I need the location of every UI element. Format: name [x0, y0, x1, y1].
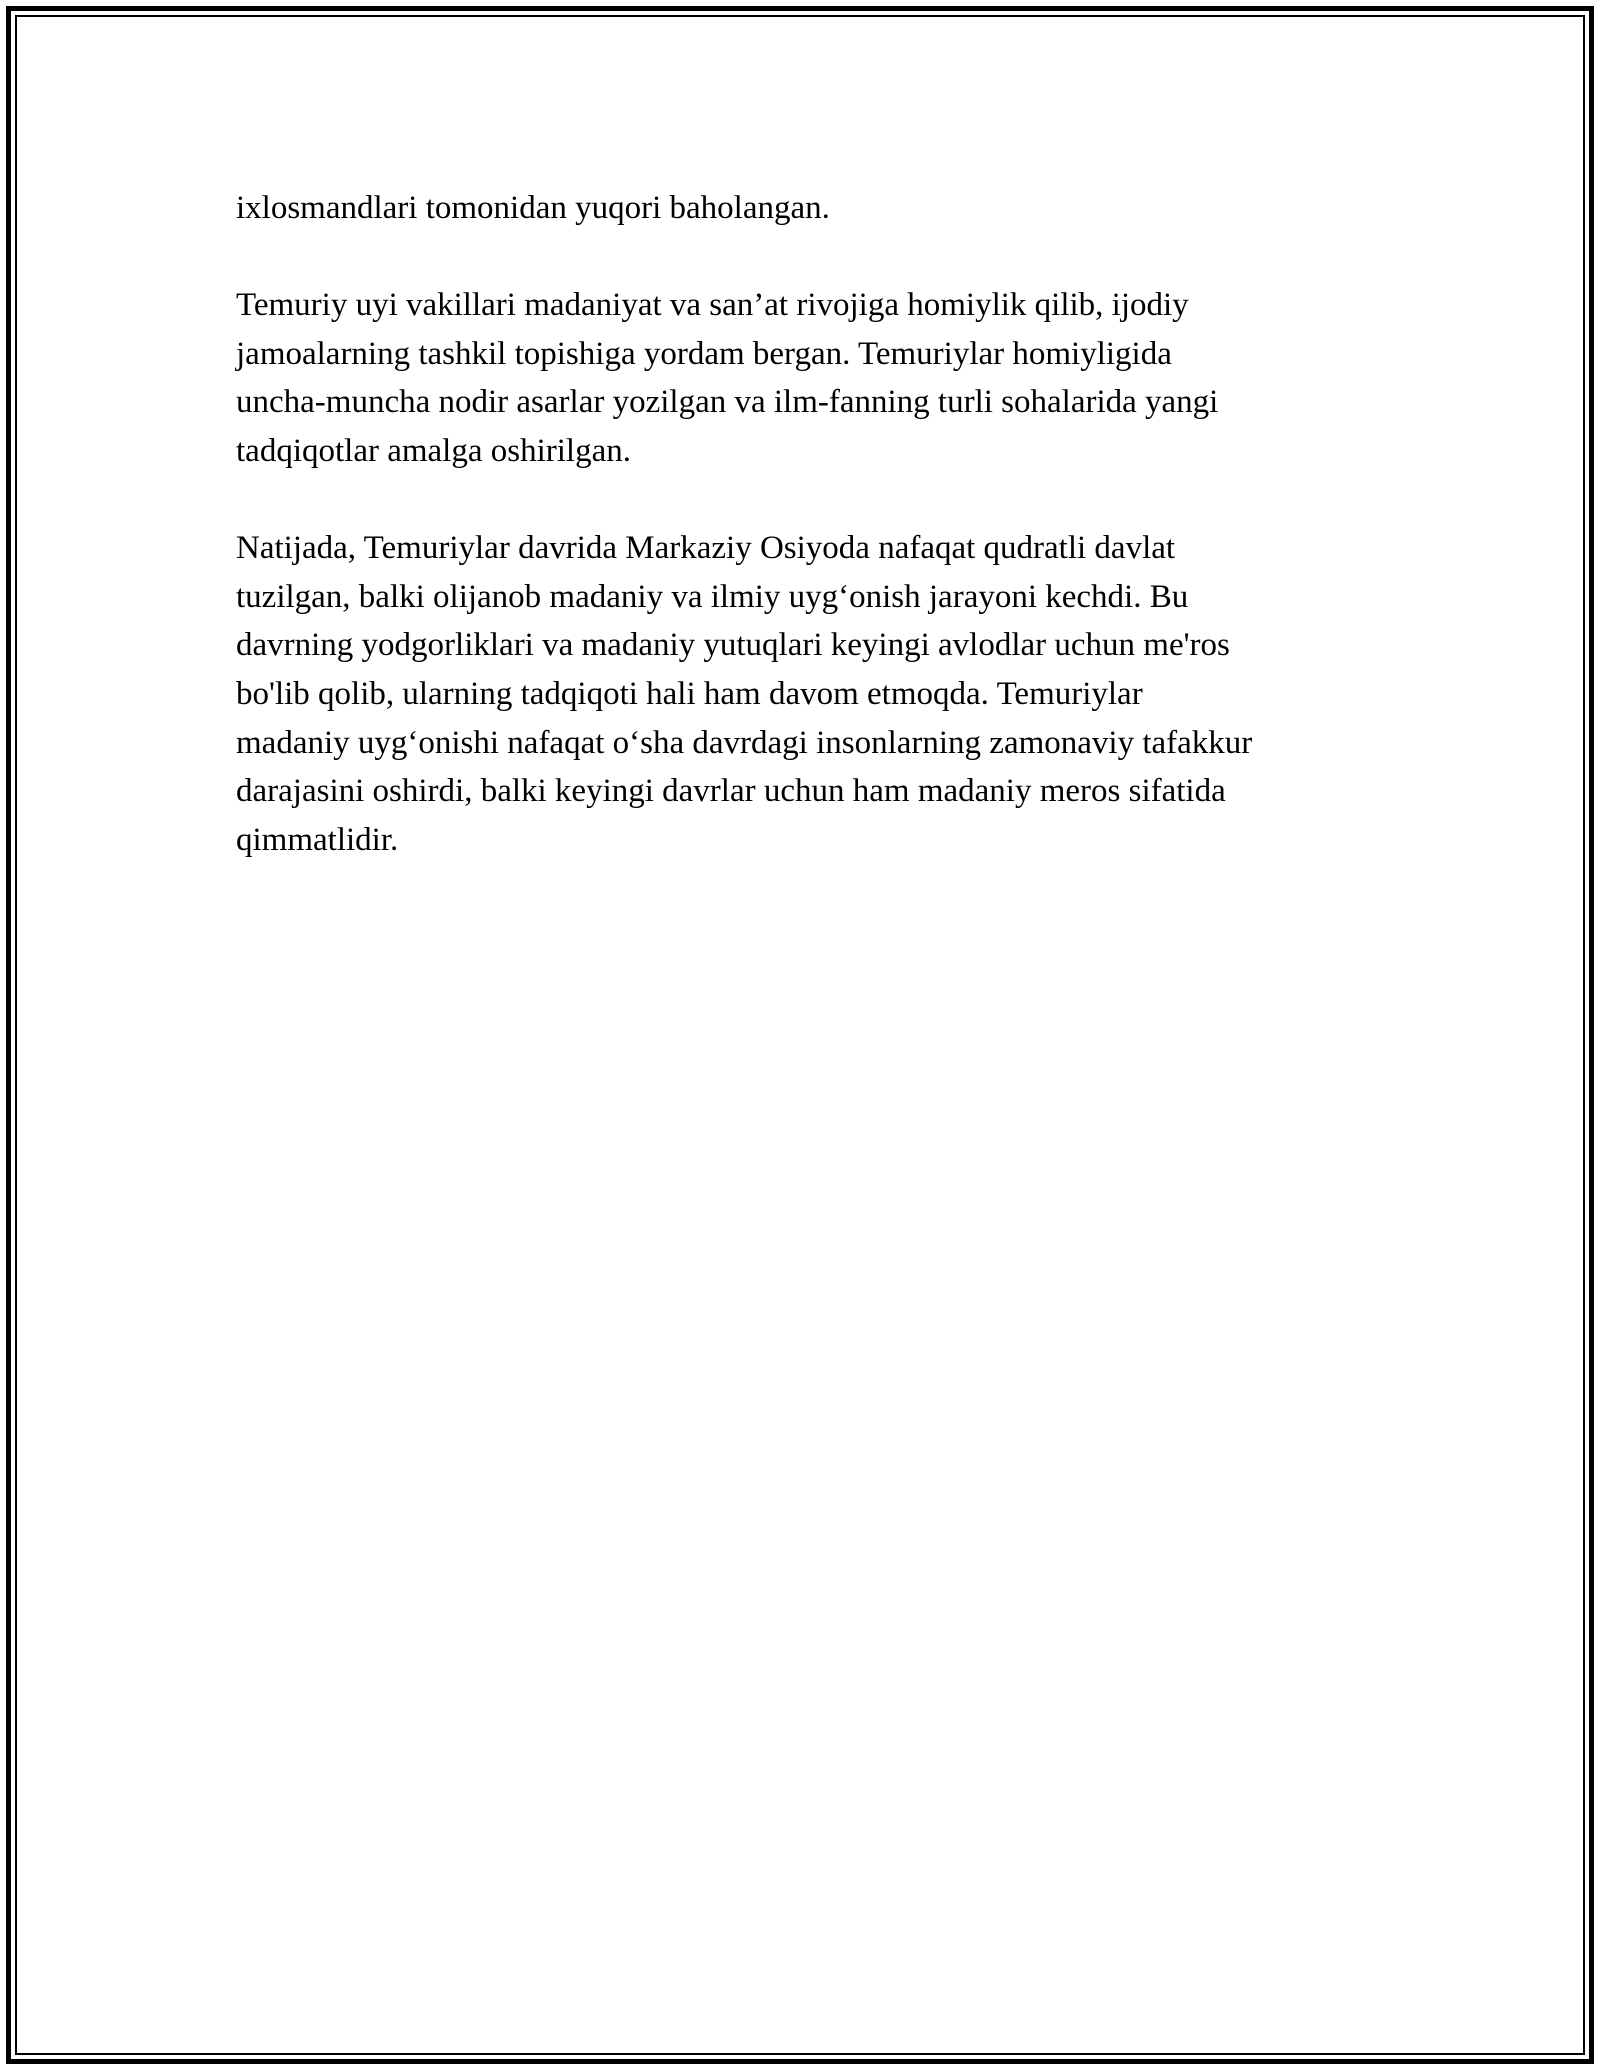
text-line: davrning yodgorliklari va madaniy yutuqlari keyingi avlodlar uchun me'ros — [236, 627, 1230, 664]
text-line: Temuriy uyi vakillari madaniyat va san’at rivojiga homiylik qilib, ijodiy — [236, 287, 1189, 324]
paragraph-1 — [236, 184, 1386, 233]
paragraph-2 — [236, 281, 1386, 475]
text-line: darajasini oshirdi, balki keyingi davrlar uchun ham madaniy meros sifatida — [236, 773, 1226, 810]
document-body — [236, 184, 1386, 913]
text-line: uncha-muncha nodir asarlar yozilgan va ilm-fanning turli sohalarida yangi — [236, 384, 1219, 421]
text-line: madaniy uyg‘onishi nafaqat o‘sha davrdagi insonlarning zamonaviy tafakkur — [236, 724, 1253, 761]
text-line: bo'lib qolib, ularning tadqiqoti hali ham davom etmoqda. Temuriylar — [236, 675, 1143, 712]
paragraph-3 — [236, 524, 1386, 864]
text-line: tadqiqotlar amalga oshirilgan. — [236, 432, 631, 469]
text-line: ixlosmandlari tomonidan yuqori baholangan. — [236, 190, 830, 226]
text-line: tuzilgan, balki olijanob madaniy va ilmiy uyg‘onish jarayoni kechdi. Bu — [236, 578, 1189, 615]
text-line: Natijada, Temuriylar davrida Markaziy Osiyoda nafaqat qudratli davlat — [236, 530, 1176, 567]
text-line: qimmatlidir. — [236, 821, 399, 858]
text-line: jamoalarning tashkil topishiga yordam bergan. Temuriylar homiyligida — [236, 335, 1172, 372]
